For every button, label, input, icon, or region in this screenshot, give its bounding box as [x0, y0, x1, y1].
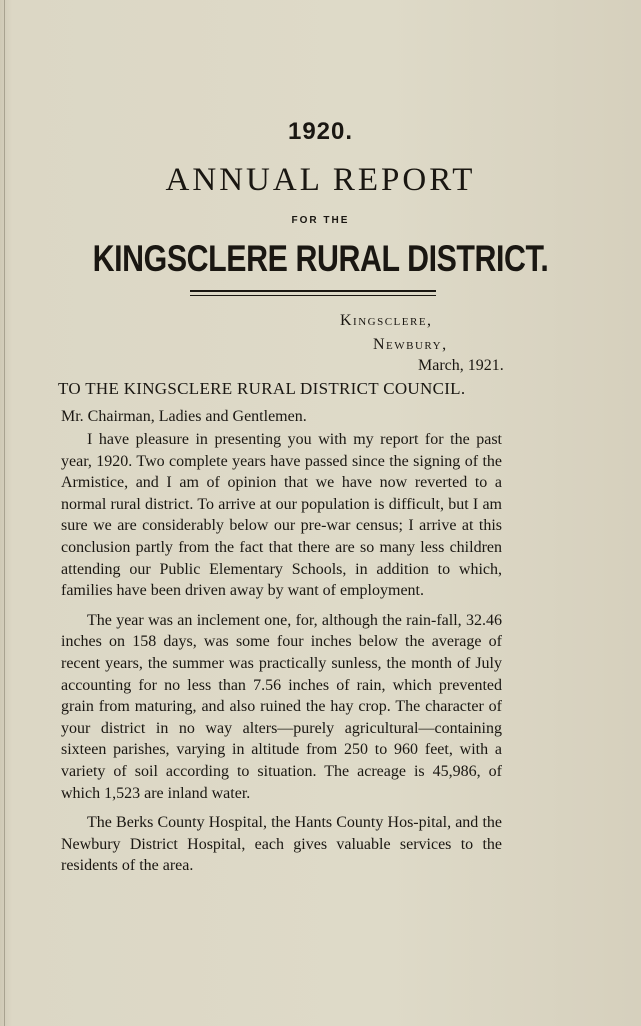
- address-date: March, 1921.: [418, 357, 504, 374]
- addressee-heading: TO THE KINGSCLERE RURAL DISTRICT COUNCIL.: [58, 379, 466, 398]
- title-rule-thin: [190, 295, 436, 296]
- paragraph-weather: The year was an inclement one, for, although the rain-fall, 32.46 inches on 158 days, was some four inches below the average of recent years, the summer was practically sunless, the month of July accounting for no less than 7.56 inches of rain, which prevented grain from maturing, and also ruined the hay crop. The character of your district in no way alters—purely agricultural—containing sixteen parishes, varying in altitude from 250 to 960 feet, with a variety of soil according to situation. The acreage is 45,986, of which 1,523 are inland water.: [61, 611, 502, 802]
- address-line-place: Kingsclere,: [340, 312, 433, 329]
- title-rule-thick: [190, 290, 436, 292]
- page-edge: [4, 0, 5, 1026]
- salutation: Mr. Chairman, Ladies and Gentlemen.: [61, 408, 307, 425]
- paragraph-introduction: I have pleasure in presenting you with my report for the past year, 1920. Two complete years have passed since the signing of the Armistice, and I am of opinion that we have now reverted to a normal rural district. To arrive at our population is difficult, but I am sure we are considerably below our pre-war census; I arrive at this conclusion partly from the fact that there are so many less children attending our Public Elementary Schools, in addition to which, families have been driven away by want of employment.: [61, 431, 502, 600]
- report-body: [61, 429, 502, 885]
- district-title: KINGSCLERE RURAL DISTRICT.: [92, 238, 549, 279]
- report-year: 1920.: [287, 118, 354, 145]
- paragraph-hospitals: The Berks County Hospital, the Hants County Hos-pital, and the Newbury District Hospital, each gives valuable services to the residents of the area.: [61, 814, 502, 875]
- address-line-town: Newbury,: [373, 336, 448, 353]
- for-the-label: FOR THE: [291, 215, 350, 226]
- report-title: ANNUAL REPORT: [165, 162, 476, 198]
